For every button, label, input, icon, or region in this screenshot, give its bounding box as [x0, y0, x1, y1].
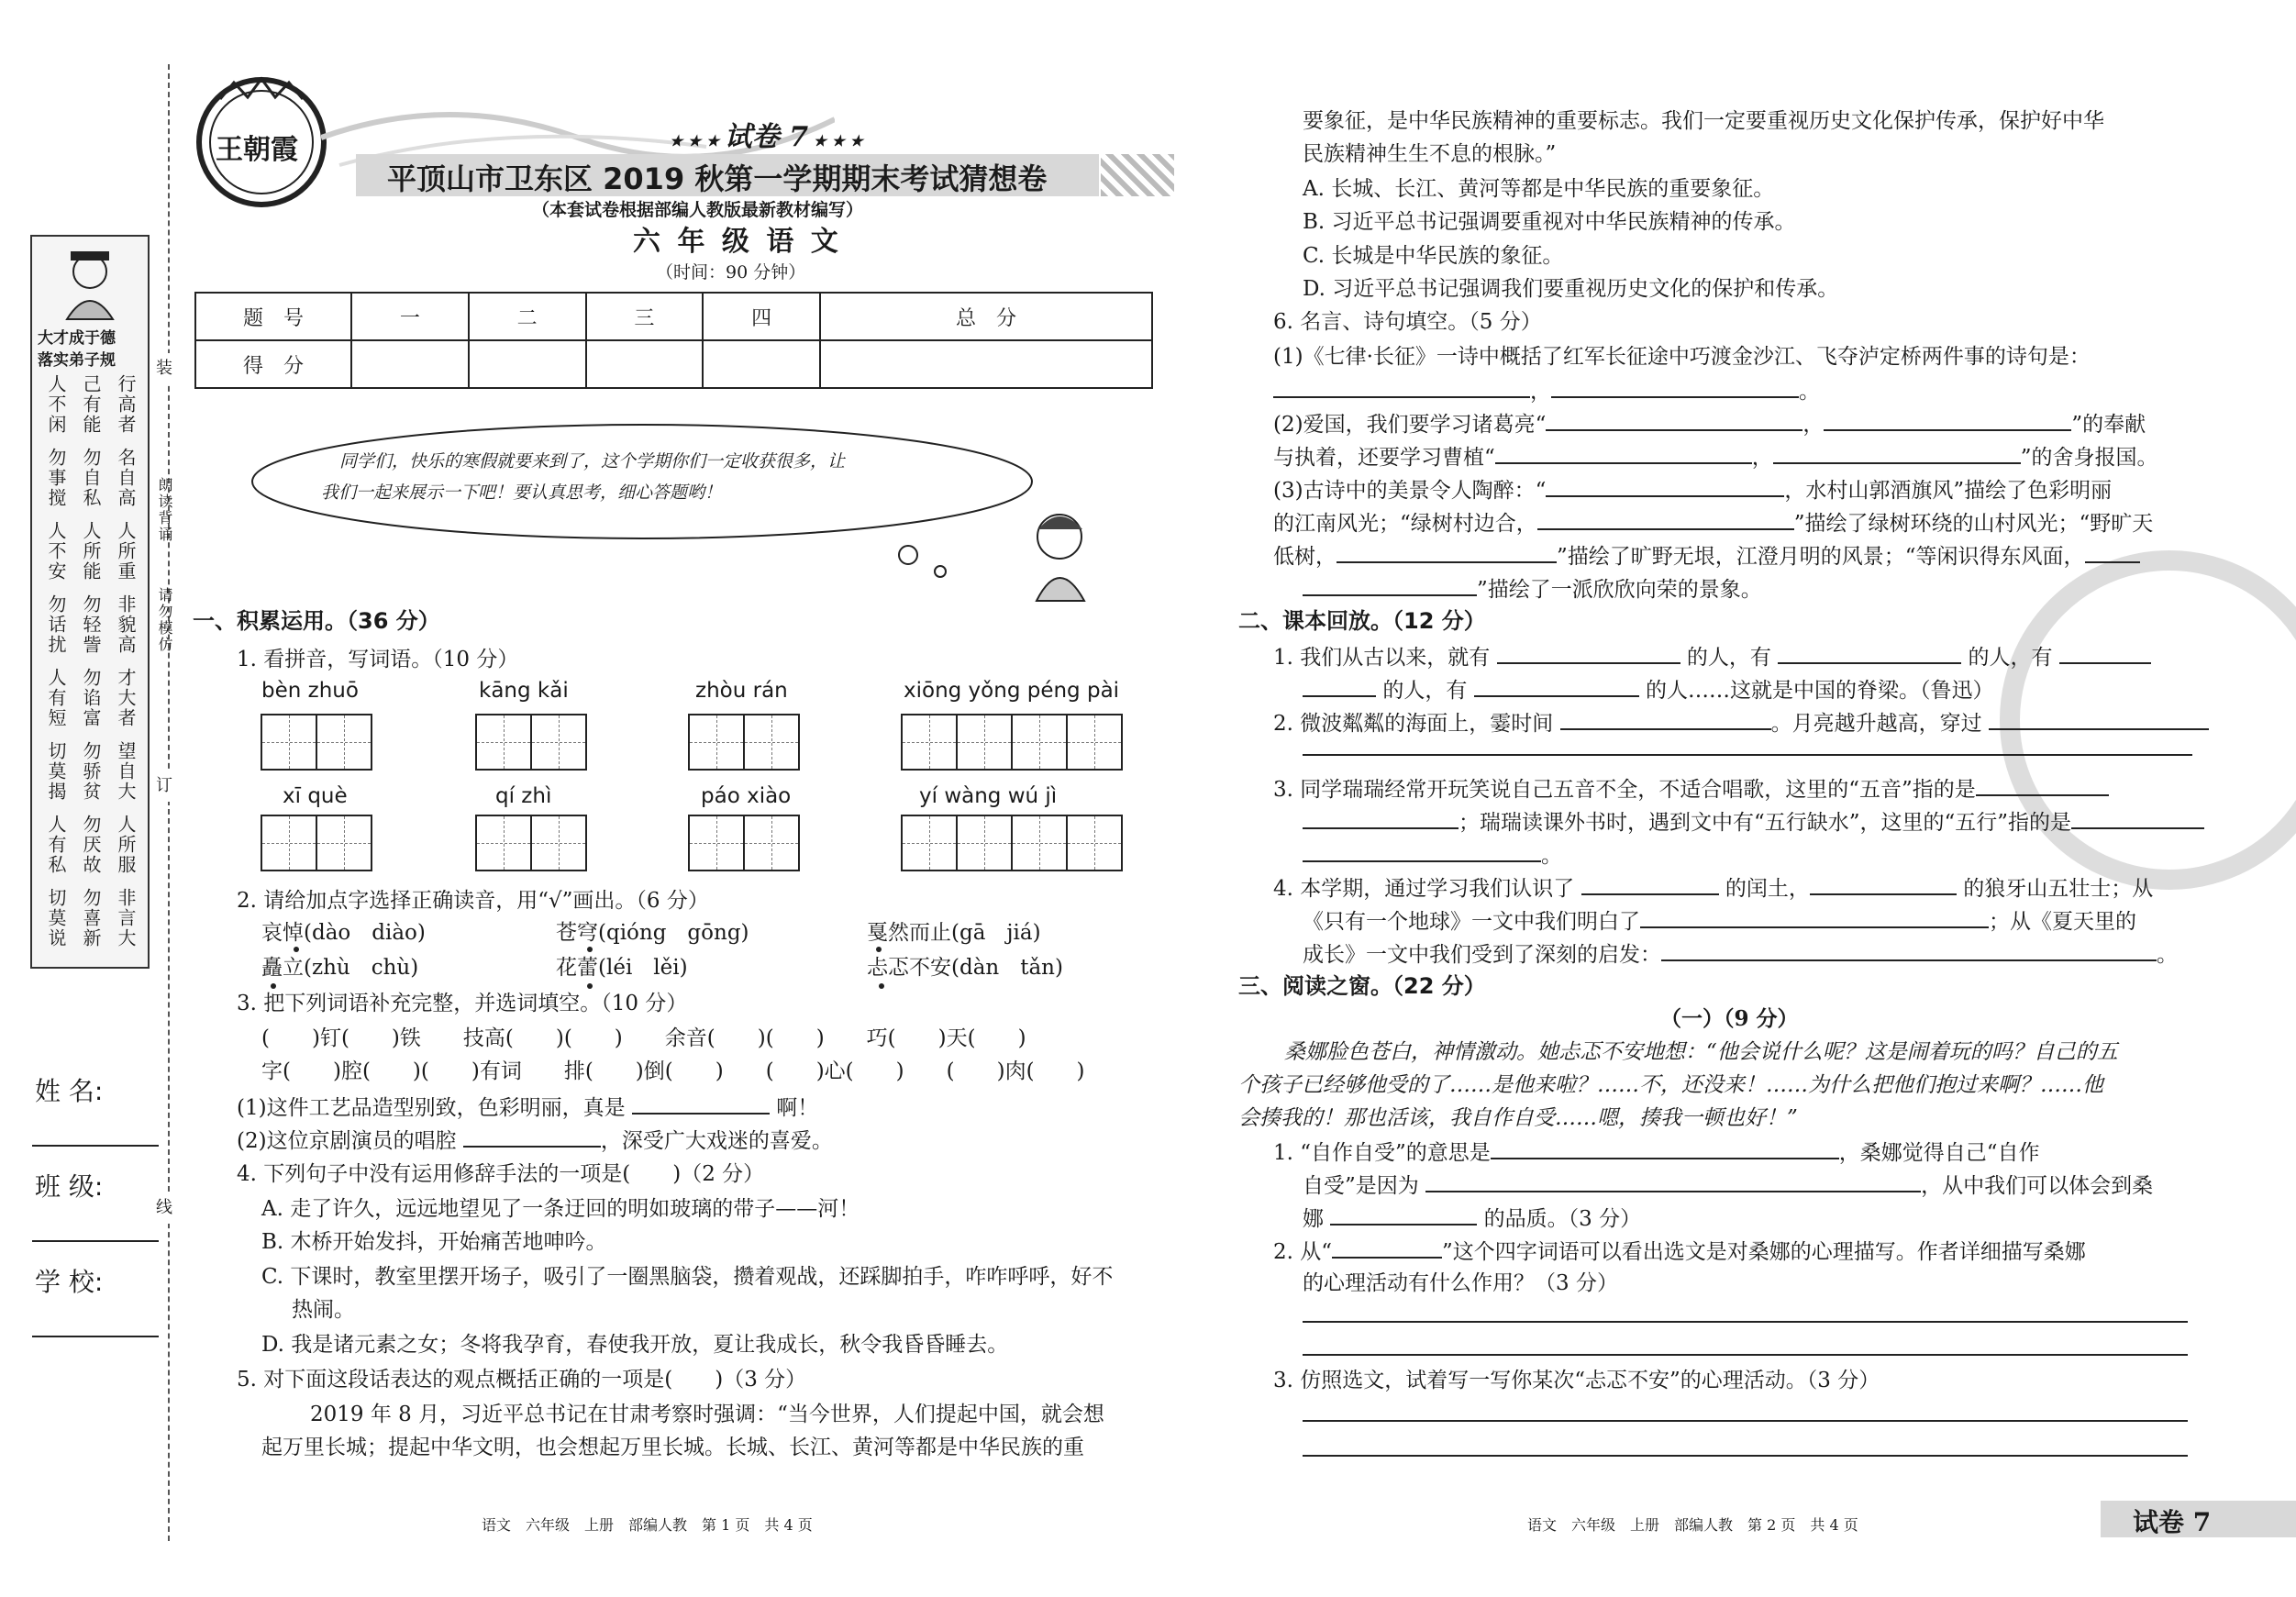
- score-header: 题 号: [195, 293, 351, 340]
- reading-option[interactable]: 花蕾(léi lěi): [556, 956, 688, 980]
- answer-blank[interactable]: [1425, 1169, 1921, 1192]
- bubble-line: 我们一起来展示一下吧！要认真思考，细心答题哟！: [321, 482, 723, 503]
- question-text: 5. 对下面这段话表达的观点概括正确的一项是( )（3 分）: [237, 1368, 807, 1392]
- answer-blank[interactable]: [1976, 772, 2109, 796]
- answer-blank[interactable]: [1497, 640, 1680, 664]
- motto-phrase: 勿轻訾: [80, 594, 102, 655]
- question-text: (1)《七律·长征》一诗中概括了红军长征途中巧渡金沙江、飞夺泸定桥两件事的诗句是：: [1273, 345, 2091, 369]
- motto-phrase: 勿自私: [80, 448, 102, 508]
- pinyin-label: qí zhì: [495, 784, 552, 808]
- motto-phrase: 人不闲: [45, 374, 67, 435]
- question-text: 3. 仿照选文，试着写一写你某次“忐忑不安”的心理活动。（3 分）: [1273, 1369, 1880, 1392]
- series-label: ★ ★ ★ 试卷 7 ★ ★ ★: [670, 121, 863, 153]
- fill-sentence: ；瑞瑞读课外书时，遇到文中有“五行缺水”，这里的“五行”指的是: [1303, 805, 2204, 838]
- motto-phrase: 非貌高: [115, 594, 137, 655]
- emphasis-dot: [876, 947, 882, 952]
- score-table: [194, 292, 1153, 389]
- answer-blank[interactable]: [1495, 440, 1752, 464]
- exam-title: 平顶山市卫东区 2019 秋第一学期期末考试猜想卷: [387, 161, 1048, 196]
- pinyin-label: yí wàng wú jì: [919, 784, 1058, 808]
- fill-sentence: 3. 同学瑞瑞经常开玩笑说自己五音不全，不适合唱歌，这里的“五音”指的是: [1273, 772, 2109, 805]
- score-cell[interactable]: [703, 340, 820, 388]
- passage-text: 要象征，是中华民族精神的重要标志。我们一定要重视历史文化保护传承，保护好中华: [1303, 109, 2104, 133]
- answer-blank[interactable]: [1330, 1202, 1477, 1225]
- exam-time: （时间：90 分钟）: [656, 262, 806, 283]
- binding-line: [168, 64, 170, 1541]
- motto-phrase: 己有能: [80, 374, 102, 435]
- name-label: 姓 名:: [35, 1076, 104, 1106]
- fill-sentence: 成长》一文中我们受到了深刻的启发： 。: [1303, 937, 2178, 970]
- pinyin-label: páo xiào: [701, 784, 792, 808]
- reading-option[interactable]: 哀悼(dào diào): [261, 921, 426, 945]
- reading-passage: 桑娜脸色苍白，神情激动。她忐忑不安地想：“他会说什么呢？这是闹着玩的吗？自己的五: [1284, 1040, 2118, 1064]
- writing-grid[interactable]: [901, 815, 1121, 871]
- fill-sentence: 2. 从“ ”这个四字词语可以看出选文是对桑娜的心理描写。作者详细描写桑娜: [1273, 1235, 2086, 1268]
- question-text: 的心理活动有什么作用？（3 分）: [1303, 1271, 1618, 1295]
- class-label: 班 级:: [35, 1171, 104, 1202]
- answer-blank[interactable]: [1551, 374, 1799, 398]
- answer-blank[interactable]: [1989, 706, 2209, 730]
- fill-sentence: 低树， ”描绘了旷野无垠，江澄月明的风景；“等闲识得东风面，: [1273, 539, 2140, 572]
- choice-option[interactable]: C. 下课时，教室里摆开场子，吸引了一圈黑脑袋，攒着观战，还踩脚拍手，咋咋呼呼，好不: [261, 1265, 1114, 1289]
- binding-label: 订: [156, 771, 172, 802]
- question-text: 3. 把下列词语补充完整，并选词填空。（10 分）: [237, 992, 688, 1015]
- fill-sentence: (2)爱国，我们要学习诸葛亮“ ， ”的奉献: [1273, 407, 2146, 440]
- score-cell[interactable]: [351, 340, 469, 388]
- fill-sentence: 1. “自作自受”的意思是 ，桑娜觉得自己“自作: [1273, 1136, 2040, 1169]
- section-heading: 二、课本回放。（12 分）: [1238, 608, 1486, 634]
- answer-blank[interactable]: [1810, 871, 1957, 895]
- idiom-row[interactable]: ( )钉( )铁 技高( )( ) 余音( )( ) 巧( )天( ): [261, 1026, 1026, 1050]
- answer-blank[interactable]: [2059, 640, 2151, 664]
- exam-note: （本套试卷根据部编人教版最新教材编写）: [532, 200, 864, 220]
- motto-phrase: 名自高: [115, 448, 137, 508]
- motto-phrase: 切莫揭: [45, 741, 67, 802]
- sidebar-banner: 落实弟子规: [38, 351, 116, 370]
- question-text: 2. 请给加点字选择正确读音，用“√”画出。（6 分）: [237, 889, 709, 913]
- score-header: 一: [351, 293, 469, 340]
- writing-grid[interactable]: [688, 714, 798, 771]
- answer-line[interactable]: [1303, 1354, 2188, 1356]
- fill-sentence: 娜 的品质。（3 分）: [1303, 1202, 1641, 1235]
- question-text: 6. 名言、诗句填空。（5 分）: [1273, 310, 1542, 334]
- reading-option[interactable]: 苍穹(qióng gōng): [556, 921, 749, 945]
- pinyin-label: kāng kǎi: [479, 679, 569, 703]
- choice-option[interactable]: C. 长城是中华民族的象征。: [1303, 244, 1564, 268]
- score-header: 二: [469, 293, 586, 340]
- motto-phrase: 人有私: [45, 815, 67, 875]
- emphasis-dot: [879, 983, 884, 989]
- fill-sentence: (2)这位京剧演员的唱腔 ，深受广大戏迷的喜爱。: [237, 1124, 833, 1157]
- answer-blank[interactable]: [1640, 904, 1989, 928]
- section-heading: 一、积累运用。（36 分）: [193, 608, 440, 634]
- choice-option-cont: 热闹。: [292, 1298, 355, 1322]
- pinyin-label: bèn zhuō: [261, 679, 359, 703]
- writing-grid[interactable]: [261, 714, 371, 771]
- answer-blank[interactable]: [1546, 407, 1802, 431]
- name-field[interactable]: [32, 1145, 159, 1147]
- pinyin-label: xiōng yǒng péng pài: [904, 679, 1120, 703]
- girl-cartoon-icon: [1018, 509, 1101, 610]
- question-text: 4. 下列句子中没有运用修辞手法的一项是( )（2 分）: [237, 1162, 765, 1186]
- score-header: 四: [703, 293, 820, 340]
- choice-option[interactable]: A. 长城、长江、黄河等都是中华民族的重要象征。: [1303, 177, 1775, 201]
- emphasis-dot: [587, 947, 593, 952]
- exam-subject: 六 年 级 语 文: [633, 226, 842, 258]
- emphasis-dot: [294, 947, 299, 952]
- star-icon: ★ ★ ★: [670, 132, 725, 150]
- passage-text: 起万里长城；提起中华文明，也会想起万里长城。长城、长江、黄河等都是中华民族的重: [261, 1436, 1084, 1459]
- motto-phrase: 人所能: [80, 521, 102, 582]
- answer-blank[interactable]: [1303, 673, 1376, 697]
- answer-blank[interactable]: [1824, 407, 2071, 431]
- sidebar-banner: 大才成于德: [38, 329, 116, 348]
- score-cell[interactable]: [586, 340, 704, 388]
- answer-blank[interactable]: [1337, 539, 1557, 563]
- motto-phrase: 人所服: [115, 815, 137, 875]
- fill-sentence: 1. 我们从古以来，就有 的人，有 的人，有: [1273, 640, 2151, 673]
- answer-blank[interactable]: [1491, 1136, 1839, 1159]
- reading-passage: 个孩子已经够他受的了……是他来啦？……不，还没来！……为什么把他们抱过来啊？……他: [1238, 1073, 2103, 1097]
- fill-sentence: 。: [1303, 838, 1562, 871]
- answer-blank[interactable]: [1537, 506, 1794, 530]
- score-header: 总 分: [820, 293, 1152, 340]
- binding-label: 线: [156, 1192, 172, 1224]
- fill-sentence: (3)古诗中的美景令人陶醉：“ ，水村山郭酒旗风”描绘了色彩明丽: [1273, 473, 2112, 506]
- question-text: 1. 看拼音，写词语。（10 分）: [237, 648, 519, 671]
- pinyin-label: zhòu rán: [695, 679, 788, 703]
- subsection-heading: （一）（9 分）: [1660, 1006, 1799, 1031]
- fill-sentence: ， 。: [1273, 374, 1820, 407]
- reading-option[interactable]: 戛然而止(gā jiá): [867, 921, 1041, 945]
- fill-sentence: 2. 微波粼粼的海面上，霎时间 。月亮越升越高，穿过: [1273, 706, 2209, 739]
- answer-blank[interactable]: [1581, 871, 1719, 895]
- section-heading: 三、阅读之窗。（22 分）: [1238, 973, 1486, 999]
- choice-option[interactable]: B. 木桥开始发抖，开始痛苦地呻吟。: [261, 1230, 607, 1254]
- writing-grid[interactable]: [475, 815, 585, 871]
- motto-phrase: 行高者: [115, 374, 137, 435]
- score-cell[interactable]: [820, 340, 1152, 388]
- answer-blank[interactable]: [1303, 805, 1459, 829]
- fill-sentence: 的人，有 的人……这就是中国的脊梁。（鲁迅）: [1303, 673, 1993, 706]
- reading-option[interactable]: 忐忑不安(dàn tǎn): [867, 956, 1063, 980]
- answer-blank[interactable]: [1546, 473, 1784, 497]
- bubble-line: 同学们，快乐的寒假就要来到了，这个学期你们一定收获很多，让: [339, 451, 846, 471]
- answer-line[interactable]: [1303, 1321, 2188, 1323]
- score-header: 三: [586, 293, 704, 340]
- motto-phrase: 人所重: [115, 521, 137, 582]
- answer-blank[interactable]: [1560, 706, 1771, 730]
- idiom-row[interactable]: 字( )腔( )( )有词 排( )倒( ) ( )心( ) ( )肉( ): [261, 1059, 1085, 1083]
- motto-phrase: 勿喜新: [80, 888, 102, 948]
- choice-option[interactable]: D. 我是诸元素之女；冬将我孕育，春使我开放，夏让我成长，秋令我昏昏睡去。: [261, 1333, 1009, 1357]
- answer-blank[interactable]: [1778, 640, 1961, 664]
- motto-phrase: 勿厌故: [80, 815, 102, 875]
- answer-blank[interactable]: [1332, 1235, 1442, 1259]
- answer-blank[interactable]: [632, 1091, 770, 1115]
- star-icon: ★ ★ ★: [808, 132, 863, 150]
- passage-text: 民族精神生生不息的根脉。”: [1303, 142, 1557, 166]
- logo-text: 王朝霞: [216, 134, 298, 166]
- motto-phrase: 勿骄贫: [80, 741, 102, 802]
- fill-sentence: 4. 本学期，通过学习我们认识了 的闰土， 的狼牙山五壮士；从: [1273, 871, 2153, 904]
- footer-page-right: 语文 六年级 上册 部编人教 第 2 页 共 4 页: [1527, 1516, 1858, 1534]
- writing-grid[interactable]: [261, 815, 371, 871]
- footer-badge: 试卷 7: [2133, 1507, 2212, 1537]
- footer-page-left: 语文 六年级 上册 部编人教 第 1 页 共 4 页: [482, 1516, 813, 1534]
- answer-blank[interactable]: [463, 1124, 601, 1148]
- binding-label: 装: [156, 353, 172, 384]
- choice-option[interactable]: D. 习近平总书记强调我们要重视历史文化的保护和传承。: [1303, 277, 1839, 301]
- reading-passage: 会揍我的！那也活该，我自作自受……嗯，揍我一顿也好！”: [1238, 1106, 1798, 1130]
- pinyin-label: xī què: [283, 784, 348, 808]
- motto-phrase: 人有短: [45, 668, 67, 728]
- class-field[interactable]: [32, 1240, 159, 1242]
- answer-blank[interactable]: [1303, 838, 1541, 862]
- answer-line[interactable]: [1303, 1455, 2188, 1457]
- motto-phrase: 勿谄富: [80, 668, 102, 728]
- motto-phrase: 才大者: [115, 668, 137, 728]
- choice-option[interactable]: B. 习近平总书记强调要重视对中华民族精神的传承。: [1303, 210, 1796, 234]
- motto-phrase: 望自大: [115, 741, 137, 802]
- writing-grid[interactable]: [901, 714, 1121, 771]
- answer-blank[interactable]: [2085, 539, 2140, 563]
- binding-label: 请勿模仿: [156, 587, 173, 653]
- fill-sentence: 自受”是因为 ，从中我们可以体会到桑: [1303, 1169, 2153, 1202]
- writing-grid[interactable]: [475, 714, 585, 771]
- school-field[interactable]: [32, 1336, 159, 1337]
- answer-line[interactable]: [1303, 754, 2192, 756]
- fill-sentence: ”描绘了一派欣欣向荣的景象。: [1303, 572, 1762, 605]
- fill-sentence: 《只有一个地球》一文中我们明白了 ；从《夏天里的: [1303, 904, 2136, 937]
- motto-phrase: 人不安: [45, 521, 67, 582]
- scholar-icon: [32, 240, 148, 323]
- answer-blank[interactable]: [1773, 440, 2021, 464]
- checker-decoration: [1101, 154, 1174, 196]
- motto-phrase: 勿话扰: [45, 594, 67, 655]
- binding-label: 朗读背诵: [156, 477, 173, 543]
- answer-line[interactable]: [1303, 1420, 2188, 1422]
- answer-blank[interactable]: [1474, 673, 1639, 697]
- fill-sentence: 与执着，还要学习曹植“ ， ”的舍身报国。: [1273, 440, 2158, 473]
- motto-phrase: 切莫说: [45, 888, 67, 948]
- motto-phrase: 非言大: [115, 888, 137, 948]
- choice-option[interactable]: A. 走了许久，远远地望见了一条迂回的明如玻璃的带子——河！: [261, 1197, 860, 1221]
- motto-phrase: 勿事搅: [45, 448, 67, 508]
- fill-sentence: 的江南风光；“绿树村边合， ”描绘了绿树环绕的山村风光；“野旷天: [1273, 506, 2153, 539]
- answer-blank[interactable]: [1303, 572, 1477, 596]
- answer-blank[interactable]: [1661, 937, 2157, 961]
- writing-grid[interactable]: [688, 815, 798, 871]
- answer-blank[interactable]: [1273, 374, 1530, 398]
- score-cell[interactable]: [469, 340, 586, 388]
- sidebar-panel: [30, 235, 150, 969]
- answer-blank[interactable]: [2071, 805, 2204, 829]
- school-label: 学 校:: [35, 1267, 104, 1297]
- fill-sentence: (1)这件工艺品造型别致，色彩明丽，真是 啊！: [237, 1091, 818, 1124]
- passage-text: 2019 年 8 月，习近平总书记在甘肃考察时强调：“当今世界，人们提起中国，就会想: [310, 1403, 1104, 1426]
- reading-option[interactable]: 矗立(zhù chù): [261, 956, 419, 980]
- score-row-label: 得 分: [195, 340, 351, 388]
